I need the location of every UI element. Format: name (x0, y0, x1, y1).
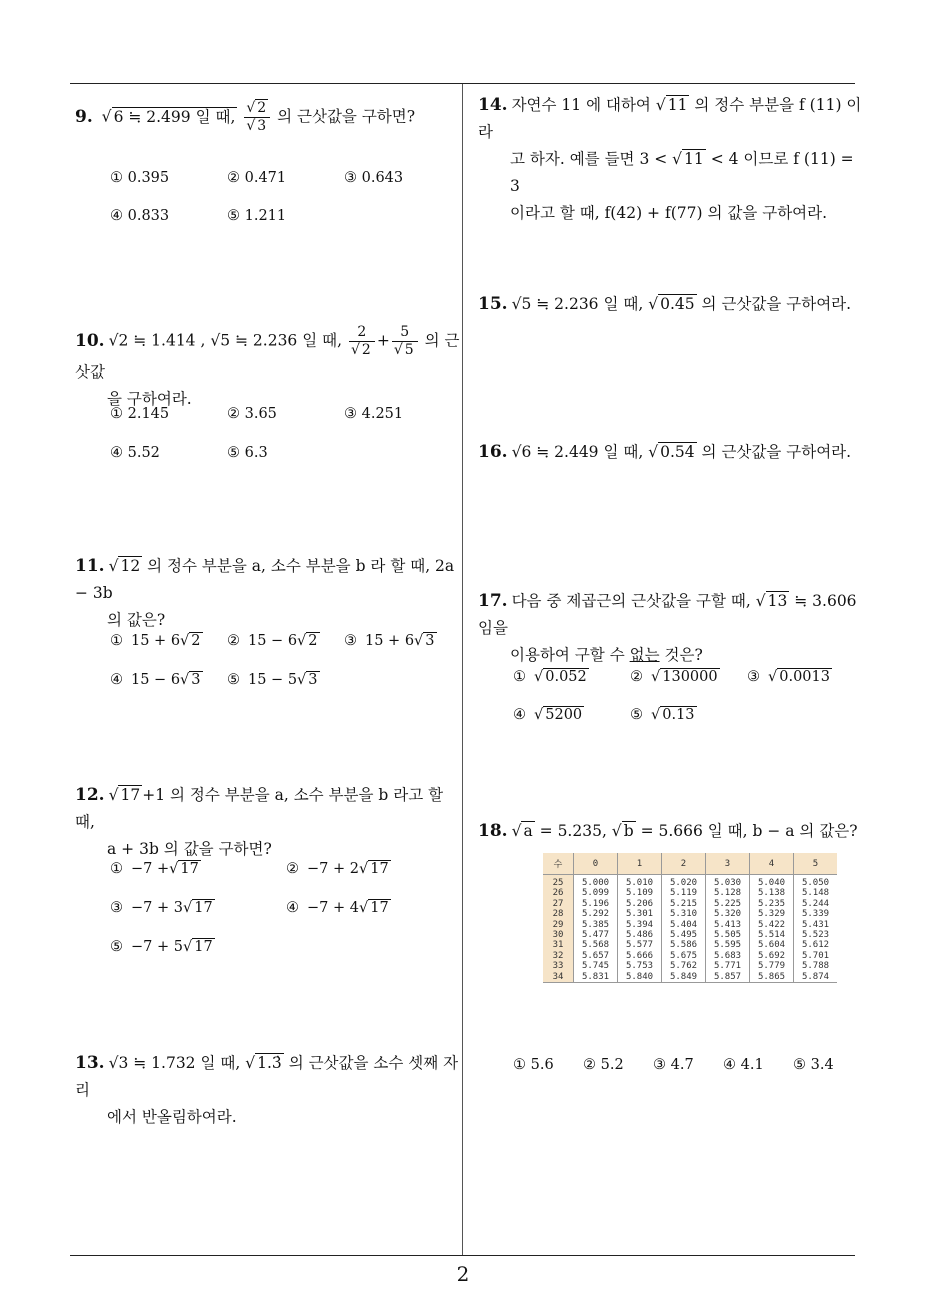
table-cell: 5.771 (706, 961, 750, 971)
table-cell: 5.477 (574, 930, 618, 940)
q9-option-5[interactable]: ⑤ 1.211 (227, 208, 287, 224)
table-header-cell: 2 (662, 853, 706, 875)
question-18: 18. √ a = 5.235, √ b = 5.666 일 때, b − a 의 값은? (478, 821, 858, 841)
table-cell: 5.148 (794, 888, 838, 898)
question-10: 10. √2 ≒ 1.414 , √5 ≒ 2.236 일 때, $\frac{2}{√ 2}$ + $\frac{5}{√ 5}$ 의 근삿값 을 구하여라. (75, 324, 460, 408)
table-cell: 5.138 (750, 888, 794, 898)
table-cell: 5.320 (706, 909, 750, 919)
table-cell: 5.000 (574, 875, 618, 889)
q18-option-5[interactable]: ⑤ 3.4 (793, 1057, 834, 1073)
question-14: 14. 자연수 11 에 대하여 √ 11 의 정수 부분을 f (11) 이라 고 하자. 예를 들면 3 < √ 11 < 4 이므로 f (11) = 3 이라고 할 때, f(42) + f(77) 의 값을 구하여라. (478, 95, 862, 222)
table-cell: 5.865 (750, 972, 794, 983)
table-cell: 5.495 (662, 930, 706, 940)
q11-option-5[interactable]: ⑤ 15 − 5√ 3 (227, 672, 318, 688)
q18-option-2[interactable]: ② 5.2 (583, 1057, 624, 1073)
q12-option-4[interactable]: ④ −7 + 4√ 17 (286, 900, 389, 916)
table-cell: 5.109 (618, 888, 662, 898)
table-cell: 30 (543, 930, 574, 940)
table-cell: 5.329 (750, 909, 794, 919)
q10-option-4[interactable]: ④ 5.52 (110, 445, 160, 461)
table-cell: 5.849 (662, 972, 706, 983)
q17-option-5[interactable]: ⑤ √ 0.13 (630, 707, 695, 723)
q17-option-4[interactable]: ④ √ 5200 (513, 707, 583, 723)
square-root-table (543, 853, 837, 983)
q9-option-2[interactable]: ② 0.471 (227, 170, 287, 186)
table-cell: 5.505 (706, 930, 750, 940)
table-header-cell: 수 (543, 853, 574, 875)
table-cell: 5.675 (662, 951, 706, 961)
q10-option-5[interactable]: ⑤ 6.3 (227, 445, 268, 461)
q11-option-4[interactable]: ④ 15 − 6√ 3 (110, 672, 201, 688)
table-cell: 5.196 (574, 899, 618, 909)
table-cell: 5.099 (574, 888, 618, 898)
q10-option-1[interactable]: ① 2.145 (110, 406, 170, 422)
q12-option-2[interactable]: ② −7 + 2√ 17 (286, 861, 389, 877)
table-cell: 5.857 (706, 972, 750, 983)
table-cell: 5.235 (750, 899, 794, 909)
table-header-cell: 3 (706, 853, 750, 875)
question-12: 12. √ 17 +1 의 정수 부분을 a, 소수 부분을 b 라고 할 때, a + 3b 의 값을 구하면? (75, 785, 444, 858)
table-row (543, 899, 837, 909)
table-cell: 5.692 (750, 951, 794, 961)
question-11: 11. √ 12 의 정수 부분을 a, 소수 부분을 b 라 할 때, 2a − 3b 의 값은? (75, 556, 455, 629)
question-17: 17. 다음 중 제곱근의 근삿값을 구할 때, √ 13 ≒ 3.606 임을 이용하여 구할 수 없는 것은? (478, 591, 857, 664)
table-row (543, 909, 837, 919)
table-cell: 5.339 (794, 909, 838, 919)
table-cell: 5.788 (794, 961, 838, 971)
table-row (543, 888, 837, 898)
table-cell: 5.779 (750, 961, 794, 971)
table-cell: 5.874 (794, 972, 838, 983)
table-cell: 5.577 (618, 940, 662, 950)
table-cell: 5.301 (618, 909, 662, 919)
table-cell: 5.030 (706, 875, 750, 889)
q18-option-1[interactable]: ① 5.6 (513, 1057, 554, 1073)
table-row (543, 951, 837, 961)
table-cell: 5.523 (794, 930, 838, 940)
q18-option-4[interactable]: ④ 4.1 (723, 1057, 764, 1073)
q12-option-3[interactable]: ③ −7 + 3√ 17 (110, 900, 213, 916)
table-cell: 34 (543, 972, 574, 983)
table-cell: 5.244 (794, 899, 838, 909)
table-cell: 5.604 (750, 940, 794, 950)
q9-option-1[interactable]: ① 0.395 (110, 170, 170, 186)
table-cell: 5.840 (618, 972, 662, 983)
table-header-cell: 0 (574, 853, 618, 875)
question-13: 13. √3 ≒ 1.732 일 때, √ 1.3̇ 의 근삿값을 소수 셋째 자리 에서 반올림하여라. (75, 1053, 459, 1126)
table-cell: 5.683 (706, 951, 750, 961)
table-cell: 28 (543, 909, 574, 919)
table-cell: 5.385 (574, 920, 618, 930)
table-header-cell: 1 (618, 853, 662, 875)
q11-option-2[interactable]: ② 15 − 6√ 2 (227, 633, 318, 649)
table-cell: 27 (543, 899, 574, 909)
table-cell: 5.413 (706, 920, 750, 930)
table-cell: 5.701 (794, 951, 838, 961)
table-cell: 5.568 (574, 940, 618, 950)
table-cell: 5.119 (662, 888, 706, 898)
table-cell: 5.310 (662, 909, 706, 919)
table-cell: 5.010 (618, 875, 662, 889)
bottom-rule (70, 1255, 855, 1256)
table-cell: 25 (543, 875, 574, 889)
question-16: 16. √6 ≒ 2.449 일 때, √ 0.54 의 근삿값을 구하여라. (478, 442, 852, 462)
table-cell: 5.831 (574, 972, 618, 983)
q10-option-2[interactable]: ② 3.65 (227, 406, 277, 422)
table-cell: 33 (543, 961, 574, 971)
q10-option-3[interactable]: ③ 4.251 (344, 406, 404, 422)
table-cell: 5.514 (750, 930, 794, 940)
table-row (543, 940, 837, 950)
table-cell: 5.431 (794, 920, 838, 930)
table-cell: 5.753 (618, 961, 662, 971)
question-15: 15. √5 ≒ 2.236 일 때, √ 0.45 의 근삿값을 구하여라. (478, 294, 852, 314)
table-row (543, 961, 837, 971)
q17-option-1[interactable]: ① √ 0.052 (513, 669, 587, 685)
q12-option-1[interactable]: ① −7 +√ 17 (110, 861, 199, 877)
table-cell: 5.612 (794, 940, 838, 950)
table-cell: 5.225 (706, 899, 750, 909)
table-cell: 31 (543, 940, 574, 950)
column-divider (462, 84, 463, 1256)
table-cell: 5.404 (662, 920, 706, 930)
table-cell: 5.292 (574, 909, 618, 919)
table-cell: 26 (543, 888, 574, 898)
table-cell: 5.206 (618, 899, 662, 909)
table-row (543, 920, 837, 930)
table-cell: 29 (543, 920, 574, 930)
q17-option-3[interactable]: ③ √ 0.0013 (747, 669, 830, 685)
q9-option-4[interactable]: ④ 0.833 (110, 208, 170, 224)
table-cell: 5.745 (574, 961, 618, 971)
table-cell: 5.666 (618, 951, 662, 961)
table-cell: 5.422 (750, 920, 794, 930)
table-cell: 5.486 (618, 930, 662, 940)
q18-option-3[interactable]: ③ 4.7 (653, 1057, 694, 1073)
q9-option-3[interactable]: ③ 0.643 (344, 170, 404, 186)
page-number: 2 (456, 1262, 470, 1286)
table-row (543, 930, 837, 940)
table-cell: 5.657 (574, 951, 618, 961)
table-header-cell: 5 (794, 853, 838, 875)
table-cell: 5.215 (662, 899, 706, 909)
q11-option-3[interactable]: ③ 15 + 6√ 3 (344, 633, 435, 649)
table-header-cell: 4 (750, 853, 794, 875)
q12-option-5[interactable]: ⑤ −7 + 5√ 17 (110, 939, 213, 955)
table-cell: 5.394 (618, 920, 662, 930)
table-cell: 5.050 (794, 875, 838, 889)
table-cell: 5.020 (662, 875, 706, 889)
table-cell: 5.128 (706, 888, 750, 898)
table-row (543, 875, 837, 889)
table-cell: 5.762 (662, 961, 706, 971)
table-cell: 5.595 (706, 940, 750, 950)
table-cell: 5.586 (662, 940, 706, 950)
table-cell: 32 (543, 951, 574, 961)
q11-option-1[interactable]: ① 15 + 6√ 2 (110, 633, 201, 649)
table-row (543, 972, 837, 983)
table-cell: 5.040 (750, 875, 794, 889)
question-9: 9. √ 6 ≒ 2.499 일 때, $\frac{√ 2}{√ 3}$ 의 근삿값을 구하면? (75, 100, 416, 134)
q17-option-2[interactable]: ② √ 130000 (630, 669, 718, 685)
